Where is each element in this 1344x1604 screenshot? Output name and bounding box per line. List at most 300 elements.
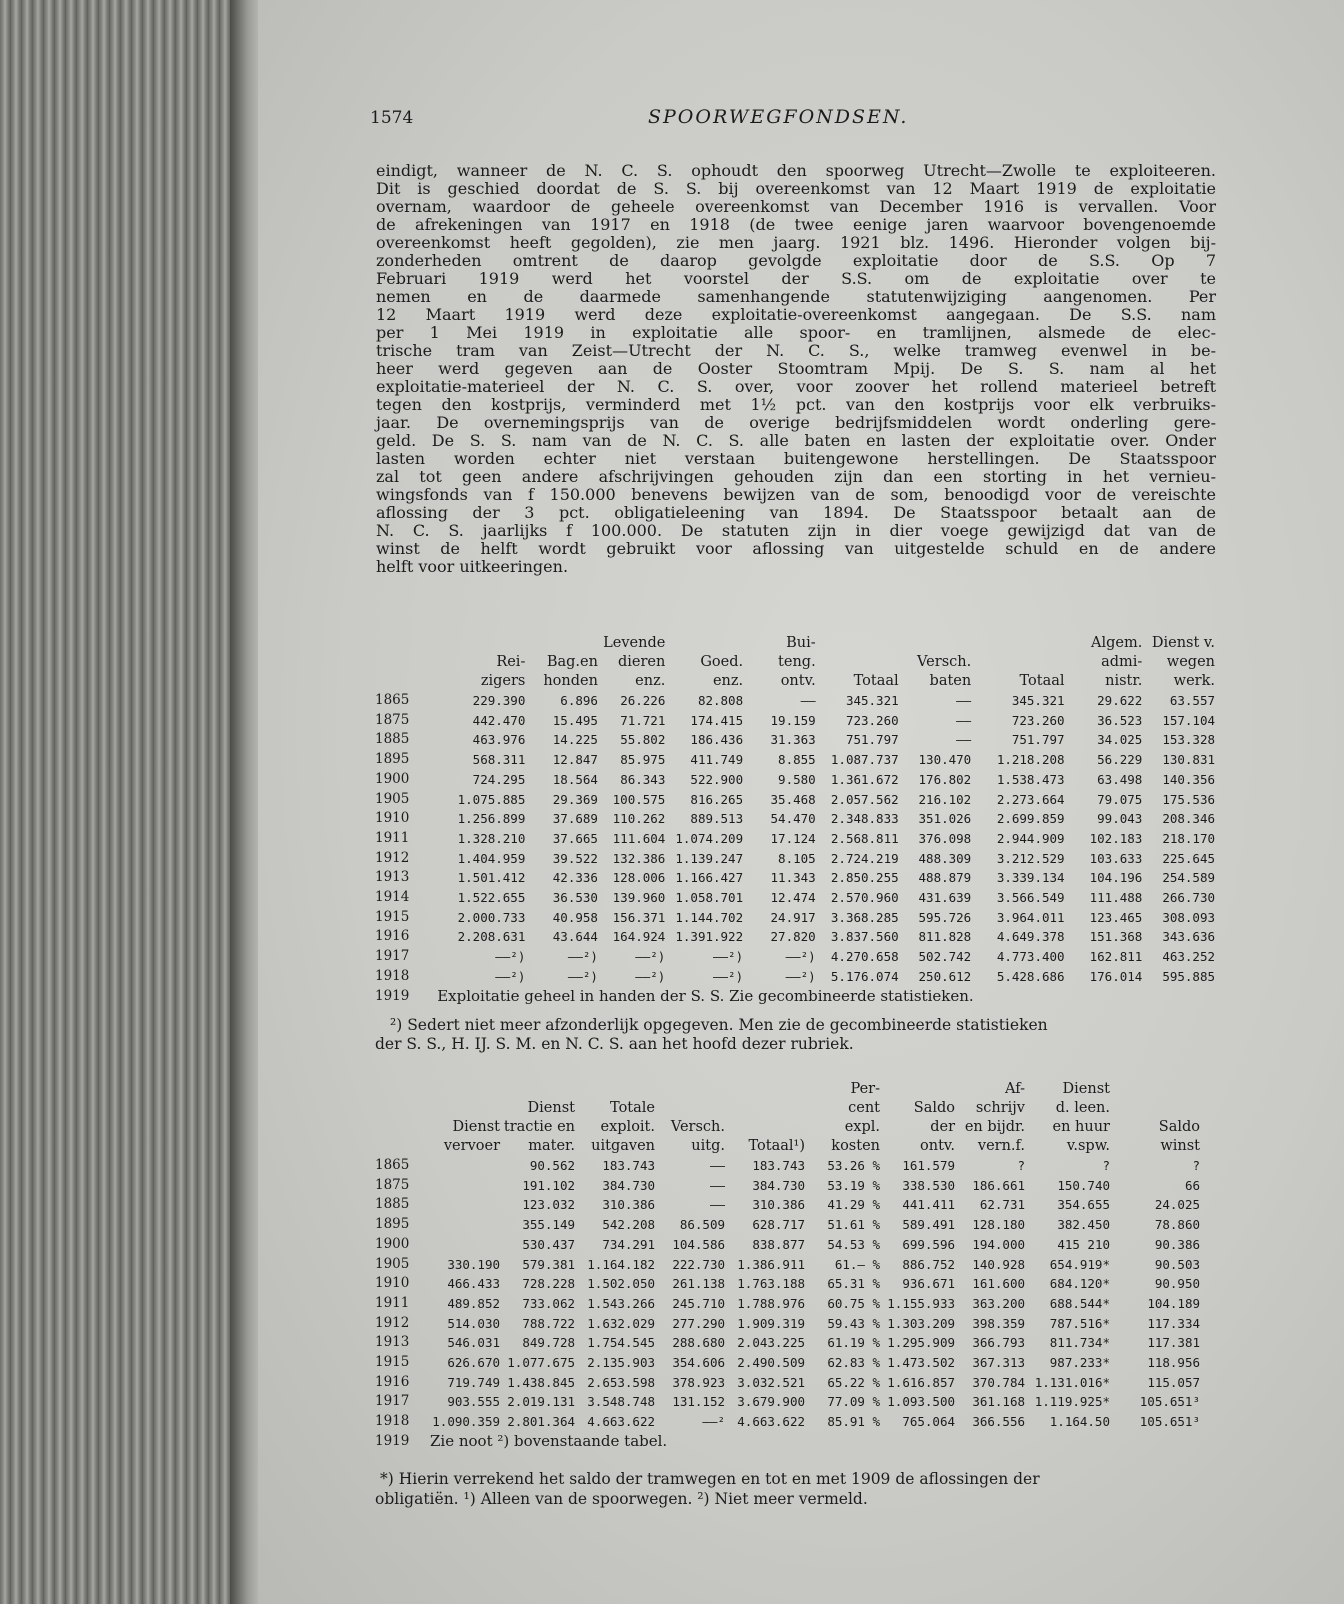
header-row	[375, 653, 1215, 672]
value-cell: 15.495	[552, 712, 598, 728]
value-cell: ——	[709, 1197, 725, 1213]
value-cell: ——²)	[635, 949, 666, 965]
value-cell: 466.433	[447, 1276, 500, 1292]
value-cell: 1.616.857	[887, 1374, 955, 1390]
value-cell: 153.328	[1162, 732, 1215, 748]
value-cell: 191.102	[522, 1177, 575, 1193]
column-header: en bijdr.	[964, 1119, 1025, 1135]
body-line: N. C. S. jaarlijks f 100.000. De statuten zijn in dier voege gewijzigd dat van de	[376, 521, 1216, 540]
value-cell: 86.343	[620, 771, 666, 787]
body-line: zonderheden omtrent de daarop gevolgde exploitatie door de S.S. Op 7	[376, 251, 1216, 270]
running-head: SPOORWEGFONDSEN.	[648, 106, 909, 128]
value-cell: 2.944.909	[996, 830, 1065, 846]
column-header	[500, 1080, 575, 1099]
value-cell: ——²)	[567, 968, 598, 984]
column-header	[971, 653, 1064, 672]
value-cell: 488.309	[918, 850, 972, 866]
year-cell: 1865	[375, 692, 410, 708]
value-cell: 2.019.131	[507, 1394, 575, 1410]
column-header: werk.	[1173, 673, 1215, 689]
table-row	[375, 1195, 1200, 1215]
column-header: schrijv	[975, 1100, 1025, 1116]
value-cell: 117.381	[1147, 1335, 1200, 1351]
value-cell: 1.090.359	[432, 1414, 500, 1430]
table-row	[375, 888, 1215, 908]
value-cell: 411.749	[690, 752, 744, 768]
value-cell: 194.000	[972, 1236, 1025, 1252]
value-cell: 36.523	[1097, 712, 1143, 728]
year-cell: 1914	[375, 889, 410, 906]
value-cell: 139.960	[612, 890, 666, 906]
table-row	[375, 711, 1215, 731]
value-cell: 4.663.622	[737, 1414, 805, 1430]
value-cell: 61.19 %	[827, 1335, 880, 1351]
value-cell: 765.064	[902, 1414, 955, 1430]
value-cell: 354.606	[672, 1355, 725, 1371]
value-cell: 351.026	[918, 811, 972, 827]
value-cell: 105.651³	[1139, 1414, 1200, 1430]
value-cell: 751.797	[1011, 732, 1065, 748]
year-cell: 1918	[375, 967, 410, 984]
column-header	[816, 634, 899, 653]
column-header: Goed.	[700, 654, 744, 670]
table-row	[375, 790, 1215, 810]
column-header: Totaal	[853, 673, 899, 689]
value-cell: 787.516*	[1049, 1315, 1110, 1331]
value-cell: 37.689	[552, 811, 598, 827]
value-cell: 186.661	[972, 1177, 1025, 1193]
column-header: Versch.	[917, 654, 972, 670]
column-header	[725, 1080, 805, 1099]
table-row	[375, 730, 1215, 750]
year-cell: 1919	[375, 987, 410, 1004]
column-header: ontv.	[780, 673, 816, 689]
value-cell: 1.361.672	[830, 771, 899, 787]
value-cell: 156.371	[612, 909, 666, 925]
value-cell: 1.438.845	[507, 1374, 575, 1390]
body-line: heer werd gegeven aan de Ooster Stoomtram Mpij. De S. S. nam al het	[376, 359, 1216, 378]
value-cell: 530.437	[522, 1236, 575, 1252]
table-row	[375, 967, 1215, 987]
value-cell: ?	[1102, 1158, 1110, 1173]
header-row	[375, 1080, 1200, 1099]
value-cell: 579.381	[522, 1256, 575, 1272]
column-header: vern.f.	[977, 1138, 1025, 1154]
value-cell: 4.663.622	[587, 1414, 655, 1430]
value-cell: 378.923	[672, 1374, 725, 1390]
value-cell: 816.265	[690, 791, 744, 807]
value-cell: 176.802	[918, 771, 972, 787]
value-cell: ——²)	[785, 968, 816, 984]
value-cell: 502.742	[918, 949, 972, 965]
page-number: 1574	[370, 108, 414, 128]
body-line: wingsfonds van f 150.000 benevens bewijzen van de som, benoodigd voor de vereischte	[376, 485, 1216, 504]
column-header: ontv.	[920, 1138, 955, 1154]
year-cell: 1912	[375, 849, 410, 866]
value-cell: 39.522	[552, 850, 598, 866]
table-row	[375, 1274, 1200, 1294]
value-cell: 9.580	[778, 771, 816, 787]
column-header: wegen	[1166, 654, 1215, 670]
value-cell: 115.057	[1147, 1374, 1200, 1390]
value-cell: 102.183	[1089, 830, 1143, 846]
value-cell: 330.190	[447, 1256, 500, 1272]
year-cell: 1916	[375, 928, 410, 945]
year-cell: 1910	[375, 810, 410, 827]
body-line: winst de helft wordt gebruikt voor aflossing van uitgestelde schuld en de andere	[376, 539, 1216, 558]
value-cell: 1.763.188	[737, 1276, 805, 1292]
value-cell: 355.149	[522, 1217, 575, 1233]
value-cell: ——²)	[635, 968, 666, 984]
column-header: mater.	[528, 1138, 575, 1154]
value-cell: 34.025	[1097, 732, 1143, 748]
row-note: Exploitatie geheel in handen der S. S. Zie gecombineerde statistieken.	[437, 986, 974, 1005]
value-cell: 41.29 %	[827, 1197, 880, 1213]
value-cell: 42.336	[552, 870, 598, 886]
table-row	[375, 770, 1215, 790]
value-cell: 110.262	[612, 811, 666, 827]
value-cell: 415 210	[1057, 1236, 1110, 1252]
value-cell: 53.19 %	[827, 1177, 880, 1193]
value-cell: ——²)	[567, 949, 598, 965]
body-line: zal tot geen andere afschrijvingen gehouden zijn dan een storting in het vernieu-	[376, 467, 1216, 486]
column-header: der	[930, 1119, 955, 1135]
value-cell: 442.470	[472, 712, 526, 728]
table-row	[375, 927, 1215, 947]
column-header: v.spw.	[1066, 1138, 1110, 1154]
year-cell: 1905	[375, 790, 410, 807]
value-cell: 78.860	[1154, 1217, 1200, 1233]
year-cell: 1885	[375, 731, 410, 748]
column-header	[899, 634, 972, 653]
value-cell: 1.164.50	[1049, 1414, 1110, 1430]
value-cell: 363.200	[972, 1295, 1025, 1311]
column-header	[655, 1099, 725, 1118]
column-header	[665, 634, 743, 653]
year-cell: 1865	[375, 1157, 410, 1173]
value-cell: 1.139.247	[675, 850, 744, 866]
table-row	[375, 809, 1215, 829]
value-cell: 936.671	[902, 1276, 955, 1292]
value-cell: ——²)	[785, 949, 816, 965]
value-cell: 1.473.502	[887, 1355, 955, 1371]
table-row	[375, 868, 1215, 888]
value-cell: 889.513	[690, 811, 744, 827]
value-cell: 59.43 %	[827, 1315, 880, 1331]
column-header	[725, 1099, 805, 1118]
value-cell: 131.152	[672, 1394, 725, 1410]
year-cell: 1913	[375, 869, 410, 886]
body-line: helft voor uitkeeringen.	[376, 557, 569, 576]
value-cell: 3.368.285	[830, 909, 899, 925]
value-cell	[430, 1235, 500, 1255]
value-cell: 366.556	[972, 1414, 1025, 1430]
year-cell: 1875	[375, 711, 410, 728]
value-cell: 65.31 %	[827, 1276, 880, 1292]
value-cell: ——	[956, 732, 972, 748]
value-cell: 132.386	[612, 850, 666, 866]
value-cell: 384.730	[602, 1177, 655, 1193]
value-cell: 811.734*	[1049, 1335, 1110, 1351]
column-header: zigers	[480, 673, 526, 689]
value-cell: 723.260	[845, 712, 899, 728]
value-cell: 54.53 %	[827, 1236, 880, 1252]
table-row-1919	[375, 987, 1215, 1007]
value-cell: 1.074.209	[675, 830, 744, 846]
column-header: Rei-	[496, 654, 526, 670]
year-cell: 1910	[375, 1275, 410, 1292]
value-cell: 90.386	[1154, 1236, 1200, 1252]
value-cell: 1.119.925*	[1034, 1394, 1110, 1410]
year-cell: 1919	[375, 1432, 410, 1449]
year-cell: 1913	[375, 1334, 410, 1351]
value-cell: 382.450	[1057, 1217, 1110, 1233]
body-line: Dit is geschied doordat de S. S. bij overeenkomst van 12 Maart 1919 de exploitatie	[376, 179, 1216, 198]
value-cell: 310.386	[752, 1197, 805, 1213]
value-cell: 1.404.959	[457, 850, 526, 866]
value-cell: 589.491	[902, 1217, 955, 1233]
table-row	[375, 750, 1215, 770]
header-row	[375, 1099, 1200, 1118]
value-cell: 104.586	[672, 1236, 725, 1252]
value-cell: 354.655	[1057, 1197, 1110, 1213]
value-cell: 463.976	[472, 732, 526, 748]
column-header	[375, 1099, 430, 1118]
value-cell: 157.104	[1162, 712, 1215, 728]
value-cell: 19.159	[770, 712, 816, 728]
value-cell: 6.896	[560, 693, 598, 708]
column-header: exploit.	[600, 1119, 655, 1135]
table-row	[375, 829, 1215, 849]
value-cell: 488.879	[918, 870, 972, 886]
value-cell: 186.436	[690, 732, 744, 748]
value-cell: 514.030	[447, 1315, 500, 1331]
value-cell: 3.339.134	[996, 870, 1065, 886]
value-cell: 66	[1184, 1177, 1200, 1193]
header-row	[375, 672, 1215, 691]
value-cell: 595.885	[1162, 968, 1215, 984]
value-cell: 183.743	[602, 1158, 655, 1173]
column-header: Dienst	[1062, 1081, 1110, 1097]
value-cell: 1.166.427	[675, 870, 744, 886]
column-header: winst	[1160, 1138, 1200, 1154]
value-cell: 77.09 %	[827, 1394, 880, 1410]
table-row	[375, 1235, 1200, 1255]
value-cell: 345.321	[845, 693, 899, 708]
value-cell: 79.075	[1097, 791, 1143, 807]
year-cell: 1905	[375, 1255, 410, 1272]
value-cell: 1.501.412	[457, 870, 526, 886]
value-cell: 345.321	[1011, 693, 1065, 708]
value-cell: 3.032.521	[737, 1374, 805, 1390]
column-header	[375, 634, 437, 653]
value-cell: 36.530	[552, 890, 598, 906]
body-line: trische tram van Zeist—Utrecht der N. C. S., welke tramweg evenwel in be-	[376, 341, 1216, 360]
value-cell: 1.538.473	[996, 771, 1065, 787]
value-cell: 2.348.833	[830, 811, 899, 827]
value-cell: 82.808	[697, 693, 744, 708]
value-cell: 164.924	[612, 929, 666, 945]
value-cell: 903.555	[447, 1394, 500, 1410]
body-line: overnam, waardoor de geheele overeenkomst van December 1916 is vervallen. Voor	[376, 197, 1216, 216]
column-header: Totaal	[1019, 673, 1065, 689]
value-cell: 699.596	[902, 1236, 955, 1252]
value-cell: 225.645	[1162, 850, 1215, 866]
table-row	[375, 1215, 1200, 1235]
value-cell: 261.138	[672, 1276, 725, 1292]
value-cell: 654.919*	[1049, 1256, 1110, 1272]
value-cell: 51.61 %	[827, 1217, 880, 1233]
value-cell: 100.575	[612, 791, 666, 807]
column-header: baten	[929, 673, 972, 689]
book-gutter	[230, 0, 260, 1604]
table-row	[375, 1294, 1200, 1314]
value-cell: 310.386	[602, 1197, 655, 1213]
value-cell: 886.752	[902, 1256, 955, 1272]
value-cell: 343.636	[1162, 929, 1215, 945]
value-cell: 367.313	[972, 1355, 1025, 1371]
value-cell: 3.212.529	[996, 850, 1065, 866]
table-row	[375, 691, 1215, 711]
value-cell: 2.490.509	[737, 1355, 805, 1371]
column-header: enz.	[635, 673, 666, 689]
value-cell: 728.228	[522, 1276, 575, 1292]
value-cell: ——²)	[713, 968, 744, 984]
column-header	[430, 1099, 500, 1118]
value-cell	[430, 1176, 500, 1196]
column-header: d. leen.	[1055, 1100, 1110, 1116]
value-cell: 1.058.701	[675, 890, 744, 906]
value-cell: 53.26 %	[827, 1158, 880, 1173]
value-cell: ——²)	[495, 968, 526, 984]
value-cell: 522.900	[690, 771, 744, 787]
value-cell: 987.233*	[1049, 1355, 1110, 1371]
column-header	[1110, 1080, 1200, 1099]
value-cell: 441.411	[902, 1197, 955, 1213]
value-cell: 229.390	[472, 693, 526, 708]
value-cell: 85.975	[620, 752, 666, 768]
value-cell: 8.855	[778, 752, 816, 768]
value-cell: 1.391.922	[675, 929, 744, 945]
column-header: Algem.	[1090, 635, 1143, 651]
value-cell: 3.566.549	[996, 890, 1065, 906]
value-cell: 398.359	[972, 1315, 1025, 1331]
value-cell: 117.334	[1147, 1315, 1200, 1331]
column-header: Dienst	[527, 1100, 575, 1116]
value-cell: 183.743	[752, 1158, 805, 1173]
value-cell: 4.270.658	[830, 949, 899, 965]
column-header: Per-	[850, 1081, 880, 1097]
value-cell: ?	[1192, 1158, 1200, 1173]
value-cell: 63.498	[1097, 771, 1143, 787]
value-cell: 103.633	[1089, 850, 1143, 866]
value-cell: 2.043.225	[737, 1335, 805, 1351]
table-row	[375, 1156, 1200, 1176]
value-cell: 2.208.631	[457, 929, 526, 945]
value-cell: 2.057.562	[830, 791, 899, 807]
value-cell	[430, 1195, 500, 1215]
column-header	[375, 672, 437, 691]
value-cell: 1.164.182	[587, 1256, 655, 1272]
value-cell: 1.632.029	[587, 1315, 655, 1331]
column-header: Dienst v.	[1151, 635, 1215, 651]
value-cell: 18.564	[552, 771, 598, 787]
value-cell: 288.680	[672, 1335, 725, 1351]
column-header: Totale	[610, 1100, 655, 1116]
value-cell: 1.543.266	[587, 1295, 655, 1311]
value-cell: 140.928	[972, 1256, 1025, 1272]
column-header: nistr.	[1105, 673, 1143, 689]
value-cell: 1.087.737	[830, 752, 899, 768]
value-cell: 4.773.400	[996, 949, 1065, 965]
column-header: Saldo	[913, 1100, 955, 1116]
value-cell: 1.754.545	[587, 1335, 655, 1351]
value-cell: 1.502.050	[587, 1276, 655, 1292]
value-cell: 2.000.733	[457, 909, 526, 925]
value-cell: ——	[709, 1177, 725, 1193]
header-row	[375, 1118, 1200, 1137]
value-cell: 1.218.208	[996, 752, 1065, 768]
value-cell: 245.710	[672, 1295, 725, 1311]
year-cell: 1911	[375, 829, 410, 846]
value-cell: 734.291	[602, 1236, 655, 1252]
value-cell	[430, 1215, 500, 1235]
column-header: expl.	[844, 1119, 880, 1135]
value-cell: 90.950	[1154, 1276, 1200, 1292]
value-cell: ——²)	[495, 949, 526, 965]
value-cell: 733.062	[522, 1295, 575, 1311]
header-row	[375, 634, 1215, 653]
column-header: uitg.	[691, 1138, 725, 1154]
value-cell: 2.273.664	[996, 791, 1065, 807]
footnote-table2-line1: *) Hierin verrekend het saldo der tramwegen en tot en met 1909 de aflossingen der	[380, 1470, 1040, 1488]
value-cell: 568.311	[472, 752, 526, 768]
year-cell: 1911	[375, 1294, 410, 1311]
value-cell: ?	[1017, 1158, 1025, 1173]
value-cell: 2.653.598	[587, 1374, 655, 1390]
value-cell: 277.290	[672, 1315, 725, 1331]
year-cell: 1895	[375, 751, 410, 768]
value-cell: 1.256.899	[457, 811, 526, 827]
value-cell: 176.014	[1089, 968, 1143, 984]
column-header: enz.	[712, 673, 744, 689]
column-header: dieren	[617, 654, 666, 670]
value-cell: ——²)	[713, 949, 744, 965]
value-cell: 8.105	[778, 850, 816, 866]
value-cell	[430, 1156, 500, 1176]
table-row-1919	[375, 1432, 1200, 1452]
value-cell: 431.639	[918, 890, 972, 906]
value-cell: 31.363	[770, 732, 816, 748]
value-cell: 11.343	[770, 870, 816, 886]
header-row	[375, 1137, 1200, 1156]
value-cell: 62.731	[979, 1197, 1025, 1213]
body-line: aflossing der 3 pct. obligatieleening van 1894. De Staatsspoor betaalt aan de	[376, 503, 1216, 522]
value-cell: 1.093.500	[887, 1394, 955, 1410]
footnote-table1-line2: der S. S., H. IJ. S. M. en N. C. S. aan het hoofd dezer rubriek.	[375, 1035, 854, 1053]
column-header	[375, 1118, 430, 1137]
value-cell: 24.025	[1154, 1197, 1200, 1213]
table-row	[375, 1392, 1200, 1412]
value-cell: 60.75 %	[827, 1295, 880, 1311]
column-header: cent	[848, 1100, 880, 1116]
value-cell: 123.465	[1089, 909, 1143, 925]
column-header: admi-	[1101, 654, 1143, 670]
value-cell: 370.784	[972, 1374, 1025, 1390]
value-cell: 684.120*	[1049, 1276, 1110, 1292]
year-cell: 1912	[375, 1314, 410, 1331]
body-line: de afrekeningen van 1917 en 1918 (de twee eenige jaren waarvoor bovengenoemde	[376, 215, 1216, 234]
